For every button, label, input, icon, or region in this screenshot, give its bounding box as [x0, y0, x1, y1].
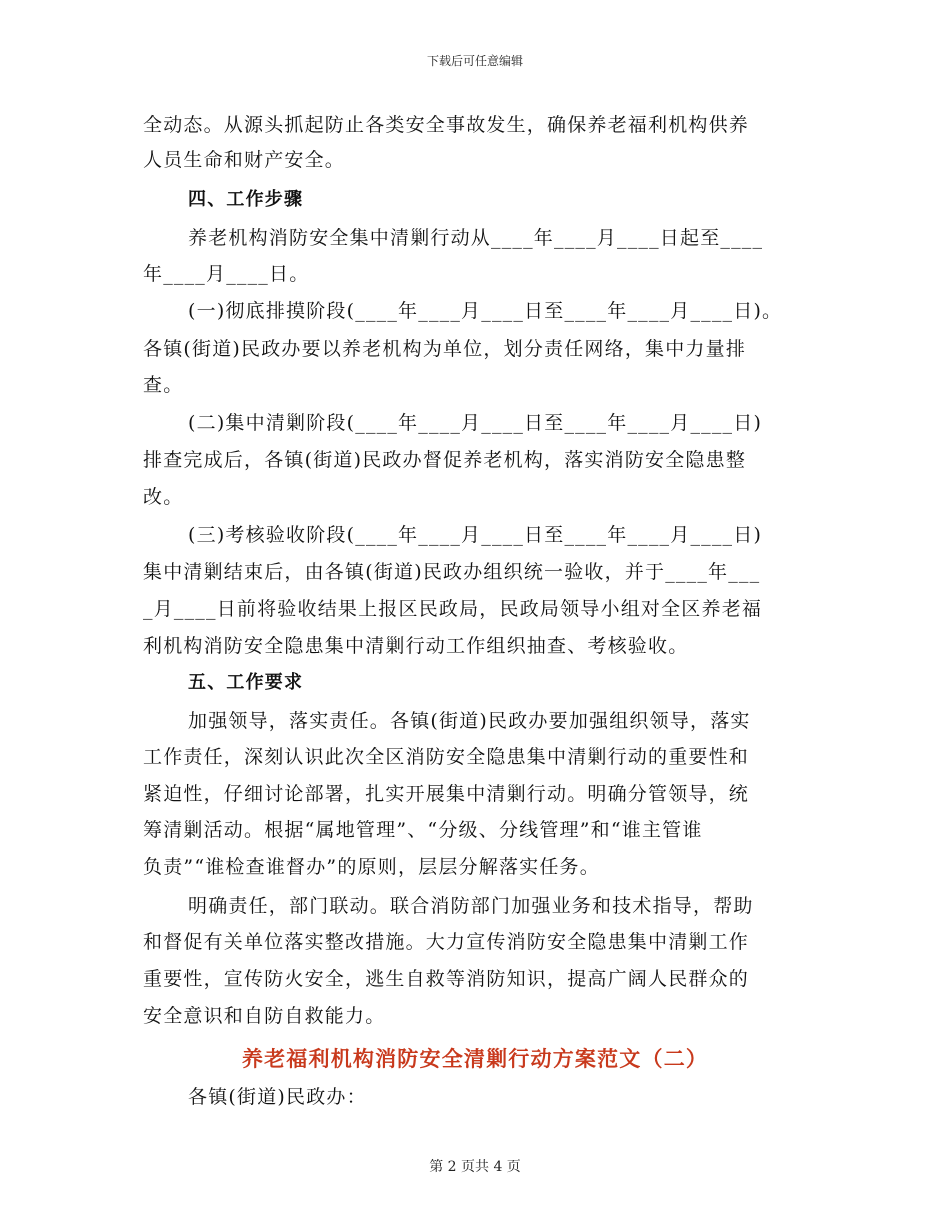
paragraph-line: 安全意识和自防自救能力。 [143, 1005, 386, 1027]
paragraph-line: 养老机构消防安全集中清剿行动从____年____月____日起至____ [188, 227, 764, 249]
paragraph-line: 改。 [143, 486, 184, 508]
paragraph-line: 各镇(街道)民政办要以养老机构为单位，划分责任网络，集中力量排 [143, 338, 747, 360]
paragraph-line: (三)考核验收阶段(____年____月____日至____年____月____日) [188, 524, 763, 546]
header-note: 下载后可任意编辑 [426, 54, 523, 68]
paragraph-line: 各镇(街道)民政办： [188, 1086, 367, 1108]
paragraph-line: (一)彻底排摸阶段(____年____月____日至____年____月____日)。 [188, 300, 783, 322]
paragraph-line: 人员生命和财产安全。 [143, 149, 346, 171]
paragraph-line: 利机构消防安全隐患集中清剿行动工作组织抽查、考核验收。 [143, 635, 689, 657]
paragraph-line: 重要性，宣传防火安全，逃生自救等消防知识，提高广阔人民群众的 [143, 968, 750, 990]
paragraph-line: 集中清剿结束后，由各镇(街道)民政办组织统一验收，并于____年___ [143, 561, 761, 583]
paragraph-line: 紧迫性，仔细讨论部署，扎实开展集中清剿行动。明确分管领导，统 [143, 783, 750, 805]
paragraph-line: 排查完成后，各镇(街道)民政办督促养老机构，落实消防安全隐患整 [143, 449, 747, 471]
paragraph-line: (二)集中清剿阶段(____年____月____日至____年____月____日) [188, 412, 763, 434]
paragraph-line: 筹清剿活动。根据“属地管理”、“分级、分线管理”和“谁主管谁 [143, 819, 703, 841]
paragraph-line: 全动态。从源头抓起防止各类安全事故发生，确保养老福利机构供养 [143, 114, 750, 136]
paragraph-line: _月____日前将验收结果上报区民政局，民政局领导小组对全区养老福 [143, 598, 763, 620]
paragraph-line: 和督促有关单位落实整改措施。大力宣传消防安全隐患集中清剿工作 [143, 931, 750, 953]
page-footer: 第 2 页共 4 页 [429, 1159, 521, 1175]
paragraph-line: 负责”“谁检查谁督办”的原则，层层分解落实任务。 [143, 856, 600, 878]
paragraph-line: 明确责任，部门联动。联合消防部门加强业务和技术指导，帮助 [188, 895, 754, 917]
section-heading: 四、工作步骤 [188, 189, 304, 210]
document-title: 养老福利机构消防安全清剿行动方案范文（二） [241, 1047, 709, 1071]
paragraph-line: 工作责任，深刻认识此次全区消防安全隐患集中清剿行动的重要性和 [143, 746, 750, 768]
section-heading: 五、工作要求 [188, 672, 304, 693]
paragraph-line: 查。 [143, 374, 184, 396]
paragraph-line: 年____月____日。 [143, 263, 310, 285]
paragraph-line: 加强领导，落实责任。各镇(街道)民政办要加强组织领导，落实 [188, 710, 751, 732]
